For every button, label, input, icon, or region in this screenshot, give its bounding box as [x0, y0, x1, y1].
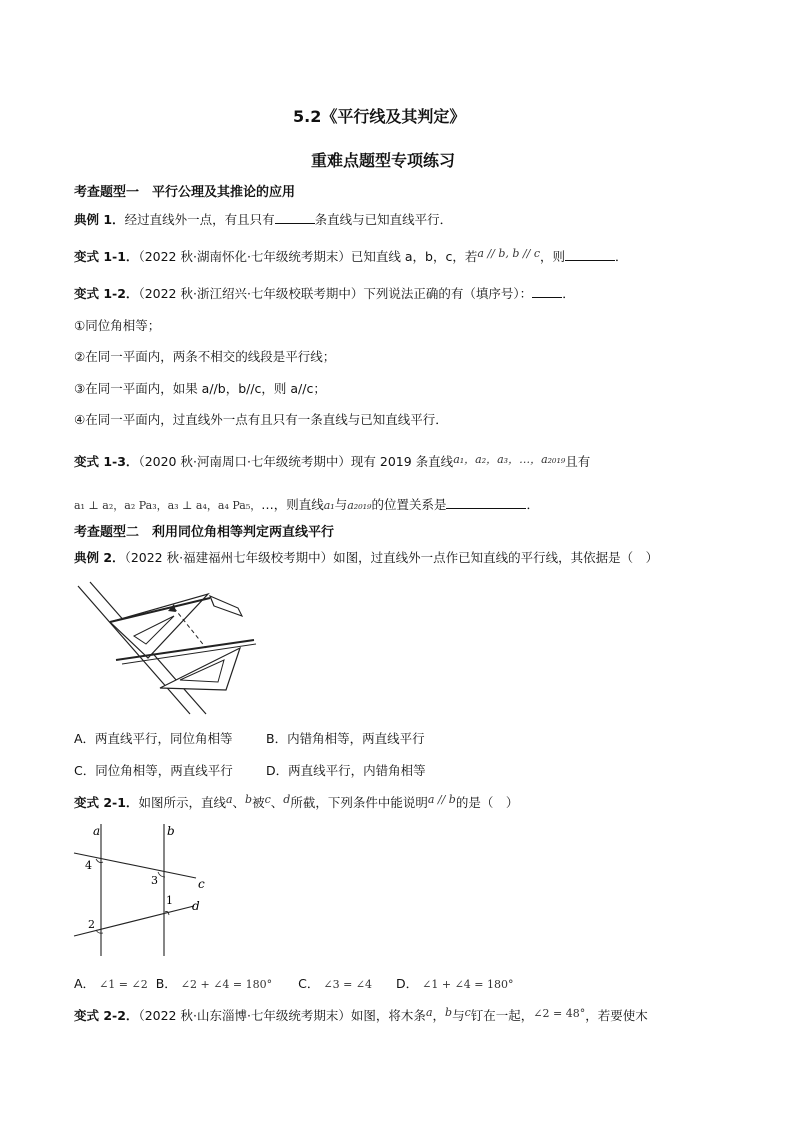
angle-1: 1	[166, 894, 173, 907]
variant-2-2-comma: ，	[432, 1008, 446, 1023]
variant-2-1-by: 被	[252, 795, 265, 810]
example-1-text-end: 条直线与已知直线平行．	[314, 212, 453, 227]
variant-1-2-label: 变式 1-2．	[74, 286, 139, 301]
answer-blank	[446, 496, 526, 509]
variant-1-1-math: a // b, b // c	[477, 247, 540, 260]
answer-blank	[532, 285, 562, 298]
variant-1-2	[74, 284, 575, 302]
variant-1-3-math-4: a₂₀₁₉	[347, 499, 372, 512]
option-d-math[interactable]: ∠1 + ∠4 = 180°	[422, 978, 514, 991]
option-d[interactable]: D．两直线平行，内错角相等	[266, 763, 426, 778]
answer-blank	[565, 248, 615, 261]
variant-1-1-text-2: ，则	[539, 249, 565, 264]
angle-4: 4	[85, 859, 92, 872]
variant-1-3	[74, 452, 590, 470]
variant-2-1-text: 如图所示，直线	[138, 795, 226, 810]
section-heading-2: 考查题型二 利用同位角相等判定两直线平行	[74, 525, 335, 540]
variant-2-1-sep2: 、	[270, 795, 284, 810]
variant-1-3-text: 现有 2019 条直线	[350, 454, 454, 469]
variant-2-1-options	[74, 974, 514, 992]
statement-3: ③在同一平面内，如果 a//b，b//c，则 a//c；	[74, 381, 326, 396]
lines-figure	[70, 820, 220, 960]
variant-1-3-line-2	[74, 495, 539, 513]
variant-1-2-end: ．	[562, 286, 575, 301]
page-subtitle: 重难点题型专项练习	[311, 151, 456, 170]
option-b-math[interactable]: ∠2 + ∠4 = 180°	[180, 978, 273, 991]
variant-2-1-post: 的是（ ）	[455, 795, 519, 810]
variant-2-2-c: c	[464, 1006, 471, 1019]
option-b[interactable]: B．内错角相等，两直线平行	[266, 731, 425, 746]
variant-2-2-with: 与	[452, 1008, 465, 1023]
variant-2-1	[74, 793, 518, 811]
variant-2-1-d: d	[283, 793, 291, 806]
page-title: 5.2《平行线及其判定》	[293, 107, 466, 126]
statement-4: ④在同一平面内，过直线外一点有且只有一条直线与已知直线平行．	[74, 412, 448, 427]
answer-blank	[275, 211, 315, 224]
variant-1-3-math-3: a₁	[323, 499, 335, 512]
example-1	[74, 210, 452, 228]
variant-1-1-end: ．	[615, 249, 628, 264]
variant-2-2-text: 如图，将木条	[350, 1008, 426, 1023]
variant-1-2-text: 下列说法正确的有（填序号）：	[363, 286, 533, 301]
variant-2-1-a: a	[225, 793, 233, 806]
option-a-math[interactable]: ∠1 = ∠2	[99, 978, 148, 991]
variant-2-2-source: （2022 秋·山东淄博·七年级统考期末）	[138, 1008, 351, 1023]
section-heading-1: 考查题型一 平行公理及其推论的应用	[74, 185, 296, 200]
variant-1-3-text-3: …，则直线	[261, 497, 324, 512]
label-b: b	[167, 824, 175, 838]
variant-1-1	[74, 247, 628, 265]
variant-1-1-text: 已知直线 a，b，c，若	[350, 249, 478, 264]
option-c-math[interactable]: ∠3 = ∠4	[323, 978, 373, 991]
variant-1-3-label: 变式 1-3．	[74, 454, 139, 469]
example-1-label: 典例 1．	[74, 212, 125, 227]
variant-1-3-text-5: 的位置关系是	[371, 497, 447, 512]
variant-2-1-b: b	[245, 793, 253, 806]
variant-2-2-end: ，若要使木	[585, 1008, 648, 1023]
statement-1: ①同位角相等；	[74, 318, 161, 333]
variant-2-1-sep: 、	[232, 795, 246, 810]
option-c[interactable]: C．	[298, 976, 320, 991]
variant-2-2	[74, 1006, 648, 1024]
option-a[interactable]: A．	[74, 976, 96, 991]
variant-1-3-source: （2020 秋·河南周口·七年级统考期中）	[138, 454, 351, 469]
label-c: c	[198, 877, 205, 891]
option-d[interactable]: D．	[396, 976, 419, 991]
set-square-ruler-figure	[70, 578, 260, 718]
example-2-text: （2022 秋·福建福州七年级校考期中）如图，过直线外一点作已知直线的平行线，其依据是（ ）	[124, 550, 659, 565]
angle-3: 3	[151, 874, 158, 887]
variant-2-1-cut: 所截，下列条件中能说明	[290, 795, 428, 810]
example-2-label: 典例 2．	[74, 550, 125, 565]
angle-2: 2	[88, 918, 95, 931]
label-d: d	[192, 899, 200, 913]
variant-2-2-post: 钉在一起，	[470, 1008, 534, 1023]
variant-2-1-c: c	[264, 793, 271, 806]
variant-2-2-math: ∠2 = 48°	[533, 1007, 586, 1020]
option-a[interactable]: A．两直线平行，同位角相等	[74, 731, 233, 746]
variant-2-2-label: 变式 2-2．	[74, 1008, 139, 1023]
label-a: a	[93, 824, 101, 838]
variant-1-2-source: （2022 秋·浙江绍兴·七年级校联考期中）	[138, 286, 364, 301]
variant-1-3-text-4: 与	[334, 497, 348, 512]
option-b[interactable]: B．	[155, 976, 177, 991]
variant-2-2-a: a	[425, 1006, 433, 1019]
variant-1-3-text-2: 且有	[565, 454, 591, 469]
example-1-text: 经过直线外一点，有且只有	[124, 212, 275, 227]
variant-2-1-math: a // b	[427, 793, 456, 806]
statement-2: ②在同一平面内，两条不相交的线段是平行线；	[74, 349, 336, 364]
variant-1-3-end: ．	[526, 497, 539, 512]
variant-1-1-label: 变式 1-1．	[74, 249, 139, 264]
variant-1-3-math: a₁，a₂，a₃，…，a₂₀₁₉	[453, 453, 566, 466]
example-2	[74, 548, 658, 566]
option-c[interactable]: C．同位角相等，两直线平行	[74, 763, 233, 778]
variant-2-2-b: b	[445, 1006, 453, 1019]
variant-2-1-label: 变式 2-1．	[74, 795, 139, 810]
variant-1-1-source: （2022 秋·湖南怀化·七年级统考期末）	[138, 249, 351, 264]
variant-1-3-math-2: a₁ ⊥ a₂，a₂ Pa₃，a₃ ⊥ a₄，a₄ Pa₅，	[74, 499, 262, 512]
